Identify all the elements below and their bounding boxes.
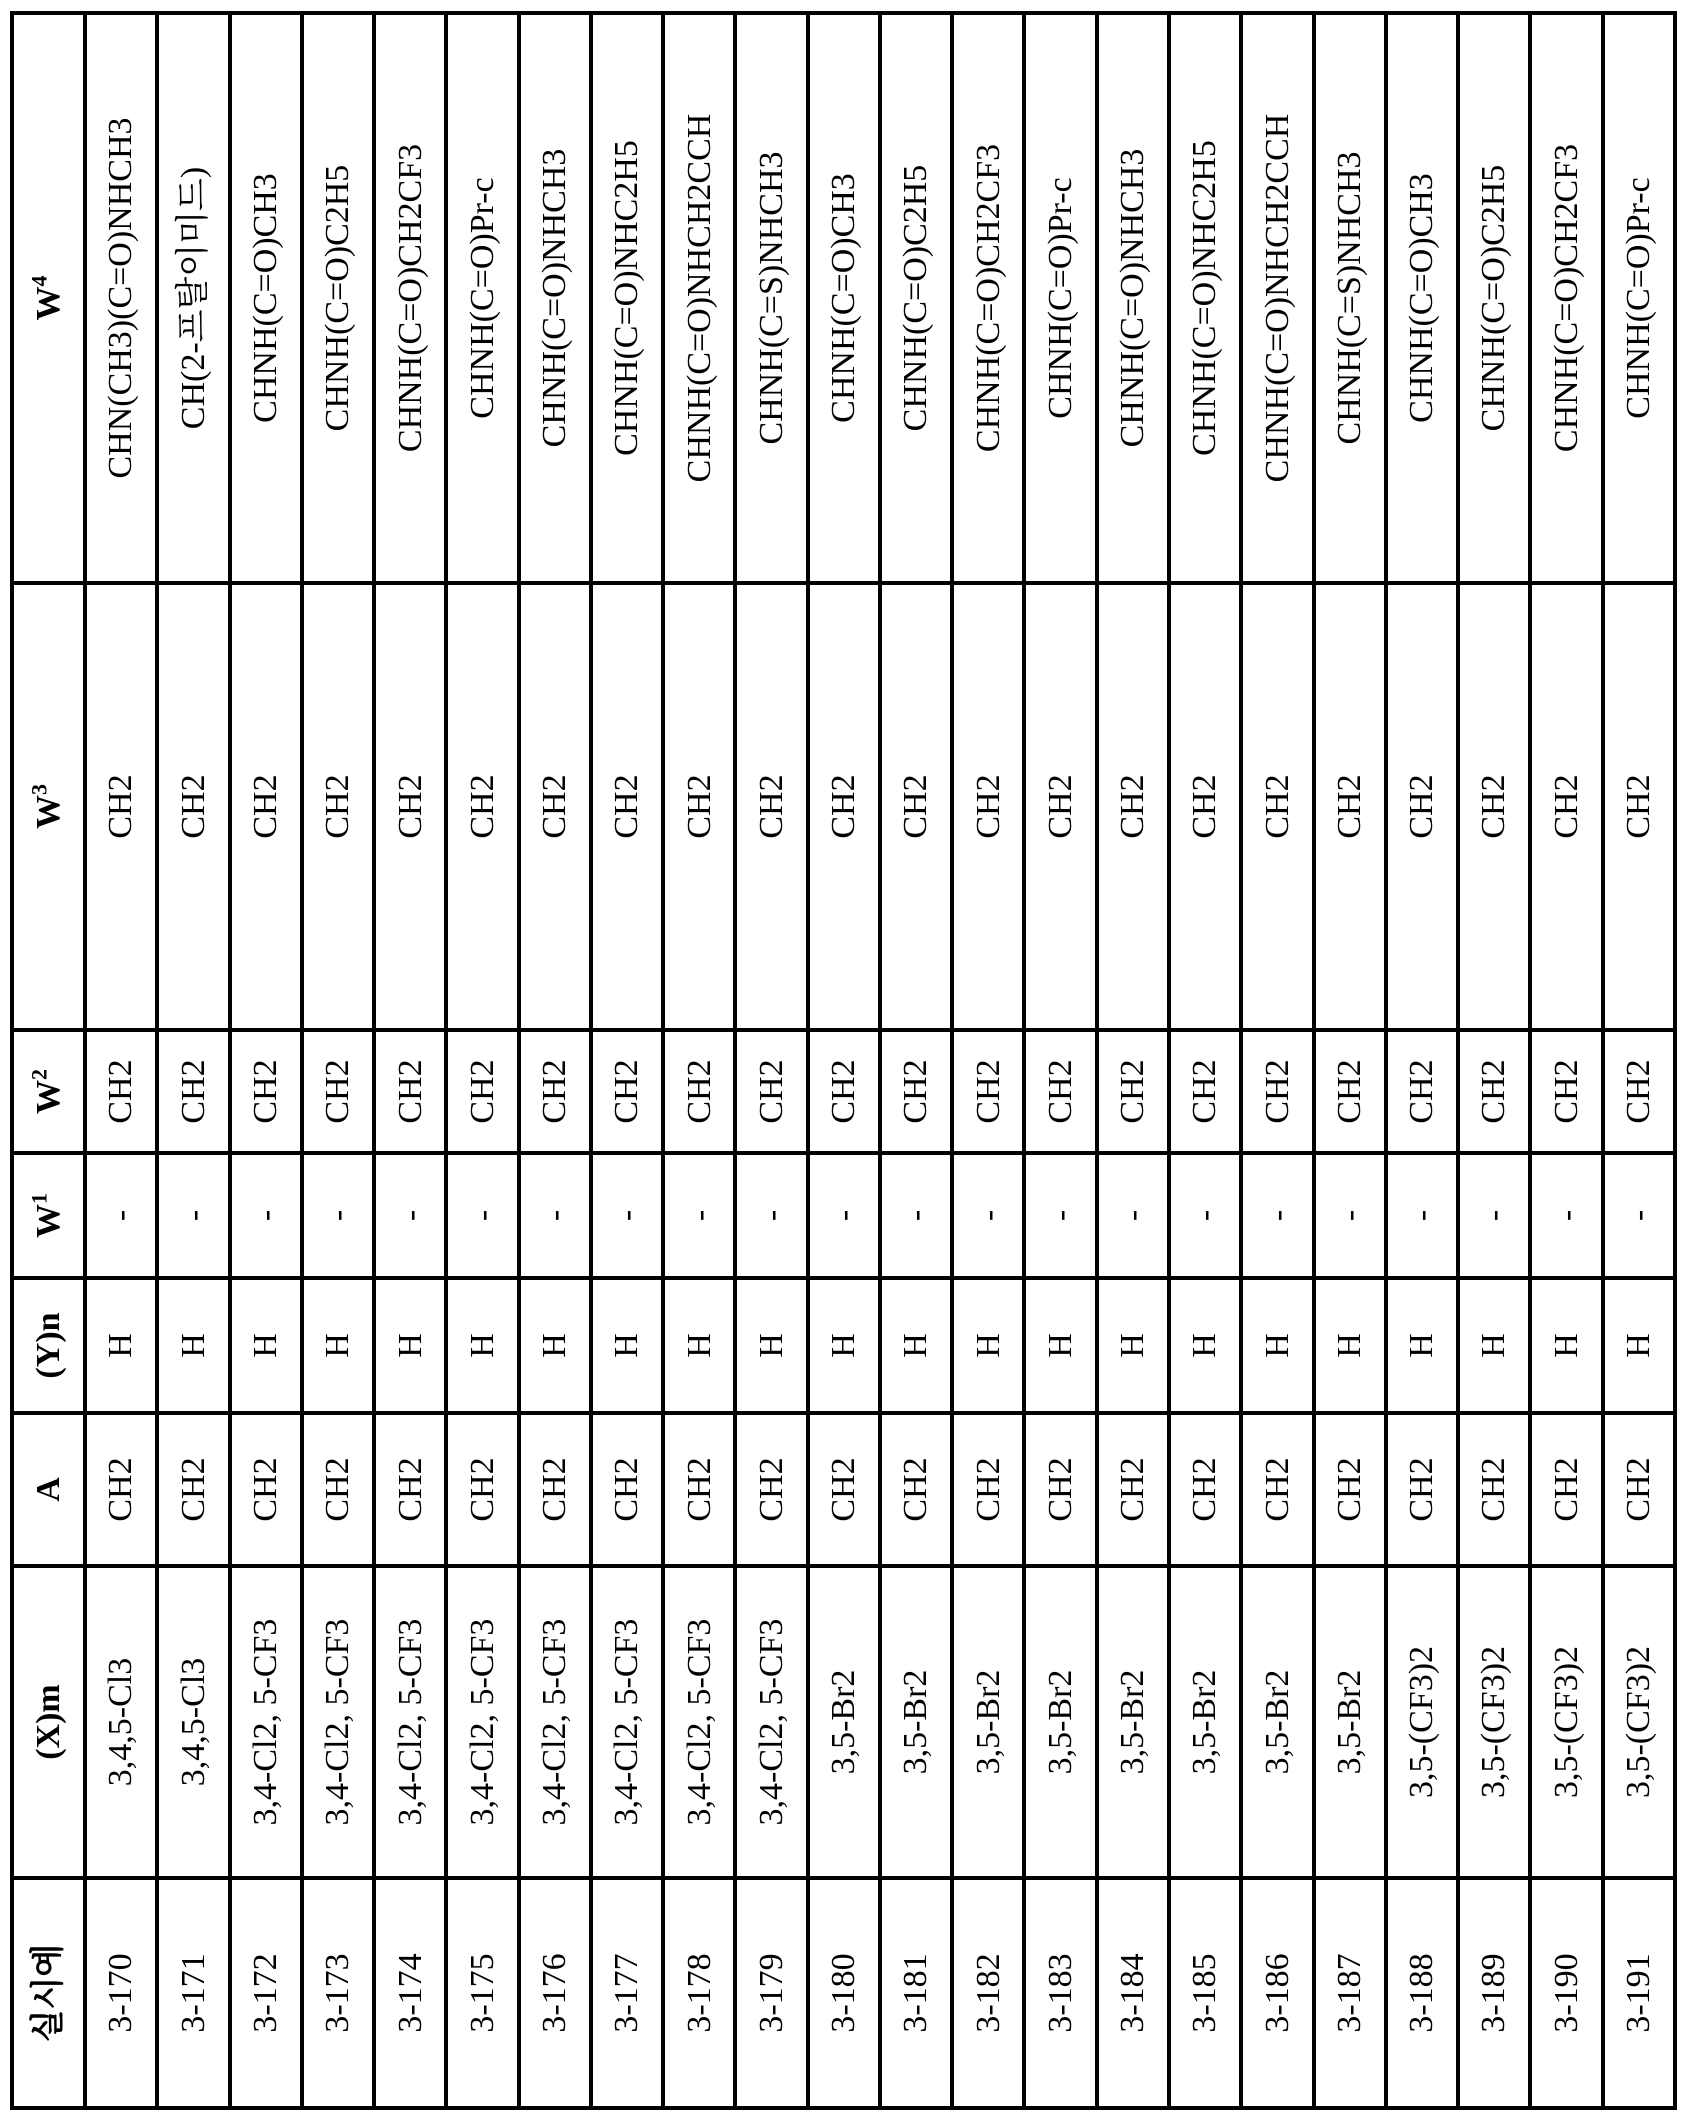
cell-w2: CH2 <box>1603 1030 1675 1153</box>
cell-yn: H <box>880 1278 952 1413</box>
cell-xm: 3,5-(CF3)2 <box>1458 1566 1530 1878</box>
cell-yn: H <box>1603 1278 1675 1413</box>
cell-w3: CH2 <box>446 583 518 1030</box>
cell-w2: CH2 <box>1024 1030 1096 1153</box>
cell-yn: H <box>230 1278 302 1413</box>
cell-a: CH2 <box>880 1413 952 1566</box>
table-row <box>1241 13 1313 2108</box>
cell-w2: CH2 <box>1241 1030 1313 1153</box>
cell-yn: H <box>302 1278 374 1413</box>
table-row <box>1097 13 1169 2108</box>
cell-w1: - <box>663 1153 735 1278</box>
cell-yn: H <box>1169 1278 1241 1413</box>
cell-a: CH2 <box>1097 1413 1169 1566</box>
cell-a: CH2 <box>519 1413 591 1566</box>
cell-example: 3-189 <box>1458 1878 1530 2108</box>
cell-yn: H <box>808 1278 880 1413</box>
col-header-w1-superscript: 1 <box>26 1193 52 1204</box>
table-body <box>85 13 1675 2108</box>
cell-a: CH2 <box>663 1413 735 1566</box>
cell-w4: CHNH(C=O)NHCH3 <box>519 13 591 583</box>
cell-w2: CH2 <box>1169 1030 1241 1153</box>
cell-xm: 3,5-Br2 <box>1314 1566 1386 1878</box>
cell-yn: H <box>1314 1278 1386 1413</box>
cell-w2: CH2 <box>1530 1030 1602 1153</box>
cell-example: 3-178 <box>663 1878 735 2108</box>
cell-a: CH2 <box>157 1413 229 1566</box>
cell-w2: CH2 <box>1314 1030 1386 1153</box>
cell-example: 3-181 <box>880 1878 952 2108</box>
cell-w4: CHNH(C=O)NHCH2CCH <box>1241 13 1313 583</box>
col-header-w3-superscript: 3 <box>26 784 52 795</box>
cell-example: 3-182 <box>952 1878 1024 2108</box>
cell-example: 3-191 <box>1603 1878 1675 2108</box>
cell-w4: CHNH(C=O)NHCH3 <box>1097 13 1169 583</box>
cell-w3: CH2 <box>1241 583 1313 1030</box>
cell-xm: 3,4-Cl2, 5-CF3 <box>374 1566 446 1878</box>
cell-w1: - <box>302 1153 374 1278</box>
cell-a: CH2 <box>1024 1413 1096 1566</box>
cell-a: CH2 <box>1530 1413 1602 1566</box>
cell-w4: CHNH(C=O)C2H5 <box>1458 13 1530 583</box>
cell-w4: CHNH(C=O)CH2CF3 <box>374 13 446 583</box>
cell-w1: - <box>880 1153 952 1278</box>
cell-w3: CH2 <box>1169 583 1241 1030</box>
cell-xm: 3,4,5-Cl3 <box>85 1566 157 1878</box>
cell-a: CH2 <box>1458 1413 1530 1566</box>
cell-w2: CH2 <box>591 1030 663 1153</box>
cell-yn: H <box>374 1278 446 1413</box>
cell-w2: CH2 <box>1097 1030 1169 1153</box>
cell-a: CH2 <box>735 1413 807 1566</box>
cell-w3: CH2 <box>157 583 229 1030</box>
cell-w4: CHN(CH3)(C=O)NHCH3 <box>85 13 157 583</box>
cell-yn: H <box>1097 1278 1169 1413</box>
cell-w1: - <box>519 1153 591 1278</box>
cell-example: 3-173 <box>302 1878 374 2108</box>
table-row <box>1314 13 1386 2108</box>
cell-w3: CH2 <box>1097 583 1169 1030</box>
cell-a: CH2 <box>591 1413 663 1566</box>
cell-xm: 3,5-Br2 <box>808 1566 880 1878</box>
cell-xm: 3,5-Br2 <box>880 1566 952 1878</box>
cell-yn: H <box>591 1278 663 1413</box>
cell-w3: CH2 <box>302 583 374 1030</box>
col-header-yn: (Y)n <box>12 1278 85 1413</box>
col-header-w3 <box>12 583 85 1030</box>
table-row <box>880 13 952 2108</box>
col-header-w2 <box>12 1030 85 1153</box>
cell-a: CH2 <box>952 1413 1024 1566</box>
cell-yn: H <box>1241 1278 1313 1413</box>
cell-w3: CH2 <box>519 583 591 1030</box>
cell-w3: CH2 <box>735 583 807 1030</box>
table-row <box>1603 13 1675 2108</box>
table-row <box>85 13 157 2108</box>
cell-w3: CH2 <box>663 583 735 1030</box>
cell-w2: CH2 <box>230 1030 302 1153</box>
cell-w4: CHNH(C=S)NHCH3 <box>735 13 807 583</box>
cell-yn: H <box>85 1278 157 1413</box>
table-row <box>446 13 518 2108</box>
cell-w4: CHNH(C=O)NHC2H5 <box>1169 13 1241 583</box>
cell-yn: H <box>663 1278 735 1413</box>
cell-xm: 3,4-Cl2, 5-CF3 <box>735 1566 807 1878</box>
cell-example: 3-184 <box>1097 1878 1169 2108</box>
cell-w4: CHNH(C=O)CH2CF3 <box>952 13 1024 583</box>
cell-w2: CH2 <box>85 1030 157 1153</box>
table-row <box>808 13 880 2108</box>
table-row <box>663 13 735 2108</box>
cell-w4: CHNH(C=O)CH3 <box>808 13 880 583</box>
cell-example: 3-172 <box>230 1878 302 2108</box>
table-row <box>302 13 374 2108</box>
cell-example: 3-177 <box>591 1878 663 2108</box>
cell-w1: - <box>1530 1153 1602 1278</box>
table-row <box>735 13 807 2108</box>
cell-w1: - <box>1024 1153 1096 1278</box>
cell-xm: 3,4-Cl2, 5-CF3 <box>446 1566 518 1878</box>
cell-a: CH2 <box>1314 1413 1386 1566</box>
cell-xm: 3,5-(CF3)2 <box>1530 1566 1602 1878</box>
col-header-xm: (X)m <box>12 1566 85 1878</box>
cell-example: 3-174 <box>374 1878 446 2108</box>
cell-w1: - <box>1386 1153 1458 1278</box>
cell-w1: - <box>591 1153 663 1278</box>
cell-w1: - <box>230 1153 302 1278</box>
cell-a: CH2 <box>302 1413 374 1566</box>
table-row <box>1386 13 1458 2108</box>
cell-w3: CH2 <box>591 583 663 1030</box>
rotated-table-container <box>10 15 1677 2110</box>
cell-w3: CH2 <box>880 583 952 1030</box>
cell-w3: CH2 <box>1024 583 1096 1030</box>
cell-example: 3-180 <box>808 1878 880 2108</box>
cell-example: 3-187 <box>1314 1878 1386 2108</box>
cell-example: 3-179 <box>735 1878 807 2108</box>
cell-xm: 3,4-Cl2, 5-CF3 <box>230 1566 302 1878</box>
table-row <box>1169 13 1241 2108</box>
table-row <box>952 13 1024 2108</box>
table-row <box>1024 13 1096 2108</box>
cell-w4: CHNH(C=O)Pr-c <box>446 13 518 583</box>
cell-xm: 3,5-Br2 <box>1241 1566 1313 1878</box>
cell-yn: H <box>952 1278 1024 1413</box>
cell-w1: - <box>1169 1153 1241 1278</box>
cell-w3: CH2 <box>952 583 1024 1030</box>
cell-a: CH2 <box>1603 1413 1675 1566</box>
cell-xm: 3,4,5-Cl3 <box>157 1566 229 1878</box>
cell-w1: - <box>1314 1153 1386 1278</box>
cell-example: 3-175 <box>446 1878 518 2108</box>
col-header-w4-base: W <box>29 286 67 321</box>
cell-a: CH2 <box>446 1413 518 1566</box>
cell-a: CH2 <box>1241 1413 1313 1566</box>
cell-a: CH2 <box>1386 1413 1458 1566</box>
cell-w4: CHNH(C=S)NHCH3 <box>1314 13 1386 583</box>
cell-w3: CH2 <box>85 583 157 1030</box>
cell-w2: CH2 <box>519 1030 591 1153</box>
cell-example: 3-186 <box>1241 1878 1313 2108</box>
col-header-w4-superscript: 4 <box>26 275 52 287</box>
cell-w4: CHNH(C=O)C2H5 <box>880 13 952 583</box>
cell-a: CH2 <box>85 1413 157 1566</box>
cell-w2: CH2 <box>302 1030 374 1153</box>
cell-w2: CH2 <box>663 1030 735 1153</box>
cell-example: 3-170 <box>85 1878 157 2108</box>
table-row <box>374 13 446 2108</box>
cell-w3: CH2 <box>1314 583 1386 1030</box>
cell-w1: - <box>1603 1153 1675 1278</box>
cell-w3: CH2 <box>230 583 302 1030</box>
cell-w3: CH2 <box>808 583 880 1030</box>
cell-example: 3-185 <box>1169 1878 1241 2108</box>
cell-xm: 3,4-Cl2, 5-CF3 <box>519 1566 591 1878</box>
cell-w1: - <box>374 1153 446 1278</box>
cell-w4: CHNH(C=O)CH3 <box>230 13 302 583</box>
cell-a: CH2 <box>230 1413 302 1566</box>
cell-w4: CHNH(C=O)CH2CF3 <box>1530 13 1602 583</box>
cell-example: 3-183 <box>1024 1878 1096 2108</box>
cell-example: 3-171 <box>157 1878 229 2108</box>
col-header-w2-base: W <box>29 1080 67 1114</box>
cell-yn: H <box>735 1278 807 1413</box>
cell-yn: H <box>1386 1278 1458 1413</box>
cell-w3: CH2 <box>1530 583 1602 1030</box>
cell-w4: CHNH(C=O)CH3 <box>1386 13 1458 583</box>
cell-w2: CH2 <box>446 1030 518 1153</box>
cell-yn: H <box>519 1278 591 1413</box>
compound-table <box>10 11 1677 2110</box>
table-row <box>230 13 302 2108</box>
cell-yn: H <box>1024 1278 1096 1413</box>
cell-w4: CHNH(C=O)Pr-c <box>1024 13 1096 583</box>
col-header-a: A <box>12 1413 85 1566</box>
cell-w1: - <box>1097 1153 1169 1278</box>
cell-w2: CH2 <box>952 1030 1024 1153</box>
cell-w4: CHNH(C=O)NHC2H5 <box>591 13 663 583</box>
col-header-w2-superscript: 2 <box>26 1069 52 1080</box>
cell-xm: 3,5-Br2 <box>1097 1566 1169 1878</box>
table-row <box>591 13 663 2108</box>
cell-xm: 3,5-(CF3)2 <box>1603 1566 1675 1878</box>
cell-yn: H <box>1458 1278 1530 1413</box>
col-header-example: 실시예 <box>12 1878 85 2108</box>
table-row <box>519 13 591 2108</box>
cell-w4: CHNH(C=O)C2H5 <box>302 13 374 583</box>
cell-w2: CH2 <box>1386 1030 1458 1153</box>
cell-w2: CH2 <box>1458 1030 1530 1153</box>
table-row <box>1530 13 1602 2108</box>
cell-xm: 3,4-Cl2, 5-CF3 <box>663 1566 735 1878</box>
cell-yn: H <box>157 1278 229 1413</box>
cell-xm: 3,5-Br2 <box>952 1566 1024 1878</box>
cell-a: CH2 <box>808 1413 880 1566</box>
col-header-w1 <box>12 1153 85 1278</box>
cell-w1: - <box>735 1153 807 1278</box>
cell-a: CH2 <box>1169 1413 1241 1566</box>
cell-w1: - <box>1241 1153 1313 1278</box>
cell-xm: 3,4-Cl2, 5-CF3 <box>302 1566 374 1878</box>
cell-w1: - <box>157 1153 229 1278</box>
header-row <box>12 13 85 2108</box>
cell-w3: CH2 <box>1386 583 1458 1030</box>
cell-example: 3-188 <box>1386 1878 1458 2108</box>
cell-yn: H <box>1530 1278 1602 1413</box>
col-header-w4 <box>12 13 85 583</box>
cell-w1: - <box>446 1153 518 1278</box>
cell-xm: 3,5-(CF3)2 <box>1386 1566 1458 1878</box>
cell-w4: CHNH(C=O)Pr-c <box>1603 13 1675 583</box>
col-header-w1-base: W <box>29 1204 67 1238</box>
cell-w1: - <box>1458 1153 1530 1278</box>
cell-w2: CH2 <box>374 1030 446 1153</box>
cell-w2: CH2 <box>880 1030 952 1153</box>
table-row <box>1458 13 1530 2108</box>
col-header-w3-base: W <box>29 795 67 829</box>
cell-w2: CH2 <box>157 1030 229 1153</box>
cell-w1: - <box>808 1153 880 1278</box>
cell-example: 3-176 <box>519 1878 591 2108</box>
cell-w1: - <box>952 1153 1024 1278</box>
cell-w3: CH2 <box>1603 583 1675 1030</box>
cell-w1: - <box>85 1153 157 1278</box>
cell-w4: CHNH(C=O)NHCH2CCH <box>663 13 735 583</box>
cell-xm: 3,4-Cl2, 5-CF3 <box>591 1566 663 1878</box>
cell-xm: 3,5-Br2 <box>1169 1566 1241 1878</box>
cell-w2: CH2 <box>808 1030 880 1153</box>
cell-w3: CH2 <box>1458 583 1530 1030</box>
cell-w3: CH2 <box>374 583 446 1030</box>
cell-xm: 3,5-Br2 <box>1024 1566 1096 1878</box>
table-row <box>157 13 229 2108</box>
cell-w2: CH2 <box>735 1030 807 1153</box>
cell-yn: H <box>446 1278 518 1413</box>
cell-a: CH2 <box>374 1413 446 1566</box>
cell-example: 3-190 <box>1530 1878 1602 2108</box>
cell-w4: CH(2-프탈이미드) <box>157 13 229 583</box>
